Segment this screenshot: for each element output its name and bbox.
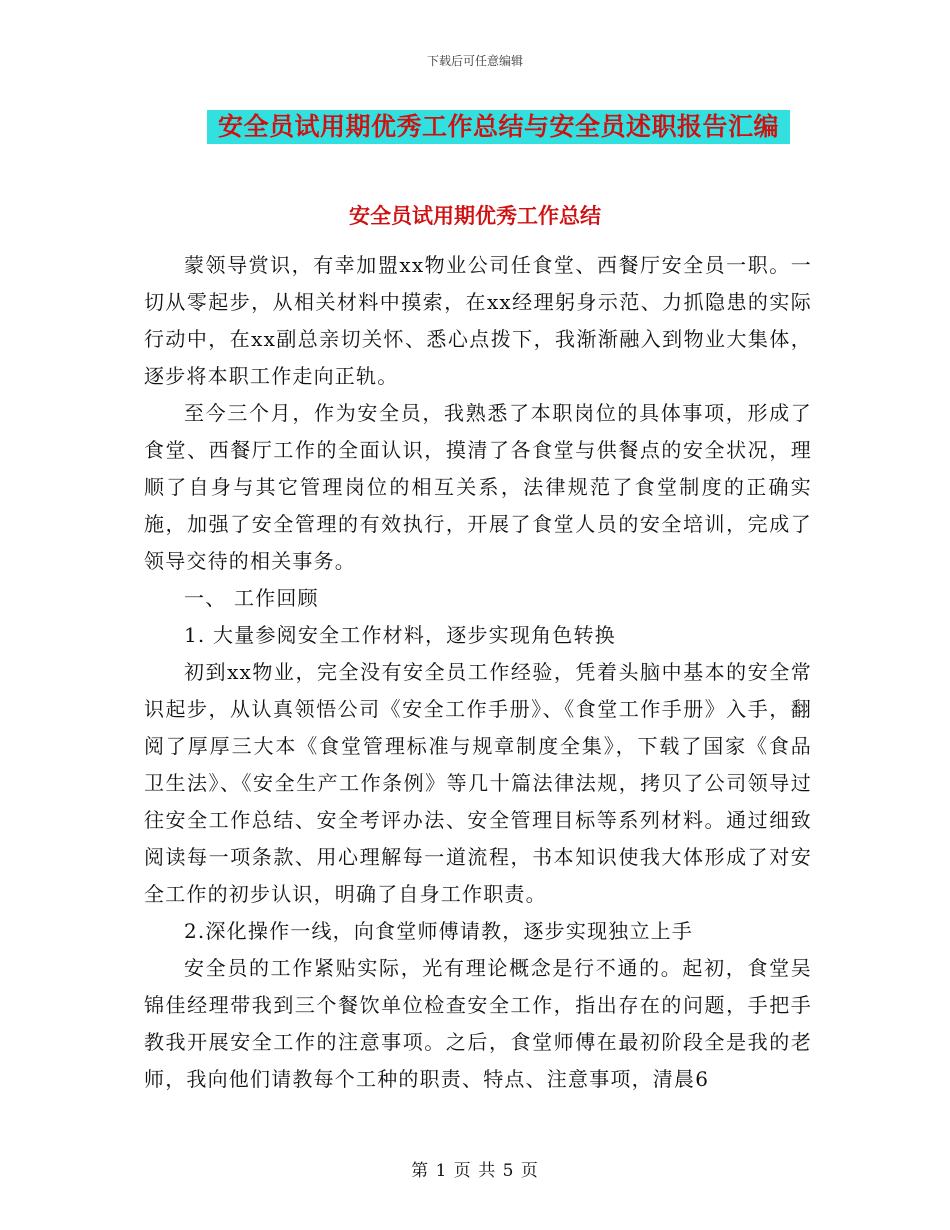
paragraph-summary: 至今三个月，作为安全员，我熟悉了本职岗位的具体事项，形成了食堂、西餐厅工作的全面认识，摸清了各食堂与供餐点的安全状况，理顺了自身与其它管理岗位的相互关系，法律规范了食堂制度的正确实施，加强了安全管理的有效执行，开展了食堂人员的安全培训，完成了领导交待的相关事务。	[144, 401, 812, 573]
page-number-footer: 第 1 页 共 5 页	[411, 1161, 539, 1181]
heading-work-review: 一、 工作回顾	[184, 586, 319, 610]
header-note: 下载后可任意编辑	[426, 54, 523, 68]
paragraph-practice: 安全员的工作紧贴实际，光有理论概念是行不通的。起初，食堂吴锦佳经理带我到三个餐饮单位检查安全工作，指出存在的问题，手把手教我开展安全工作的注意事项。之后，食堂师傅在最初阶段全是我的老师，我向他们请教每个工种的职责、特点、注意事项，清晨6	[144, 956, 812, 1091]
subheading-1: 1. 大量参阅安全工作材料，逐步实现角色转换	[184, 623, 616, 647]
subheading-2: 2.深化操作一线，向食堂师傅请教，逐步实现独立上手	[184, 919, 694, 943]
paragraph-intro: 蒙领导赏识，有幸加盟xx物业公司任食堂、西餐厅安全员一职。一切从零起步，从相关材料中摸索，在xx经理躬身示范、力抓隐患的实际行动中，在xx副总亲切关怀、悉心点拨下，我渐渐融入到物业大集体，逐步将本职工作走向正轨。	[144, 253, 812, 388]
section-title: 安全员试用期优秀工作总结	[349, 204, 601, 228]
paragraph-materials: 初到xx物业，完全没有安全员工作经验，凭着头脑中基本的安全常识起步，从认真领悟公司《安全工作手册》、《食堂工作手册》入手，翻阅了厚厚三大本《食堂管理标准与规章制度全集》，下载了国家《食品卫生法》、《安全生产工作条例》等几十篇法律法规，拷贝了公司领导过往安全工作总结、安全考评办法、安全管理目标等系列材料。通过细致阅读每一项条款、用心理解每一道流程，书本知识使我大体形成了对安全工作的初步认识，明确了自身工作职责。	[144, 660, 812, 906]
document-body	[144, 247, 812, 1098]
document-title-highlight	[207, 110, 790, 144]
document-title: 安全员试用期优秀工作总结与安全员述职报告汇编	[217, 112, 779, 141]
